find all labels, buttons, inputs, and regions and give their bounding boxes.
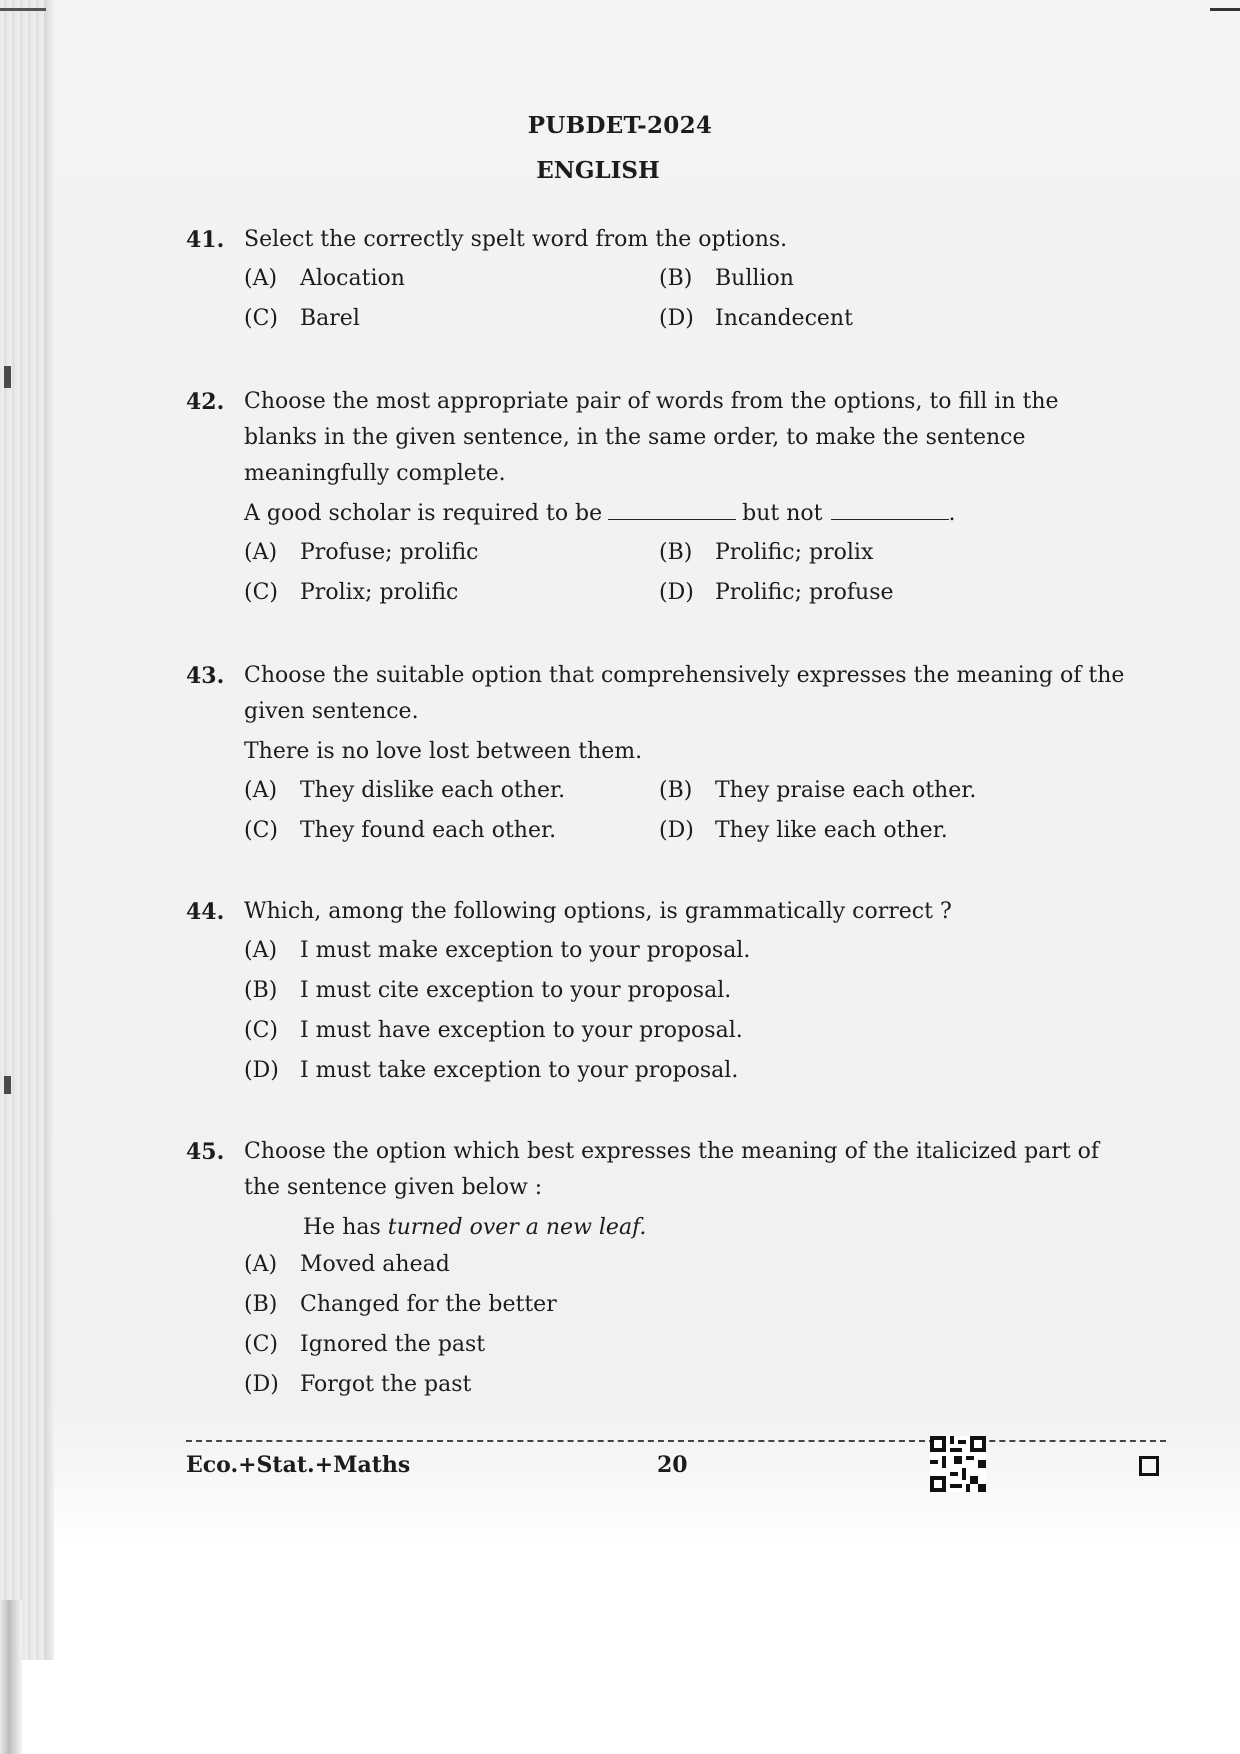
option-text: Profuse; prolific xyxy=(300,540,479,565)
question-number: 43. xyxy=(186,663,225,689)
option-label: (A) xyxy=(244,540,278,565)
option-label: (D) xyxy=(244,1058,279,1083)
option-text: Changed for the better xyxy=(300,1292,557,1317)
option-label: (C) xyxy=(244,1332,278,1357)
option-text: I must have exception to your proposal. xyxy=(300,1018,743,1043)
scan-edge-mark xyxy=(0,8,46,11)
option-label: (A) xyxy=(244,1252,278,1277)
qr-code-icon xyxy=(930,1436,986,1492)
option-text: Forgot the past xyxy=(300,1372,472,1397)
option-label: (B) xyxy=(659,266,693,291)
scan-edge-mark xyxy=(1210,8,1240,11)
option-label: (A) xyxy=(244,938,278,963)
question-text: Select the correctly spelt word from the options. xyxy=(244,227,788,252)
footer-subject: Eco.+Stat.+Maths xyxy=(186,1452,411,1478)
question-43 xyxy=(188,658,1164,770)
option-label: (C) xyxy=(244,1018,278,1043)
option-label: (D) xyxy=(659,306,694,331)
sentence-part: but not xyxy=(742,501,823,526)
option-d xyxy=(659,580,894,605)
option-label: (C) xyxy=(244,306,278,331)
option-text: Prolix; prolific xyxy=(300,580,459,605)
option-text: Moved ahead xyxy=(300,1252,450,1277)
option-d xyxy=(659,818,948,843)
option-text: They like each other. xyxy=(715,818,948,843)
option-text: Ignored the past xyxy=(300,1332,486,1357)
page-number: 20 xyxy=(657,1452,688,1478)
question-number: 44. xyxy=(186,899,225,925)
question-42 xyxy=(188,384,1164,532)
option-text: Incandecent xyxy=(715,306,853,331)
binding-edge xyxy=(0,1600,22,1754)
option-label: (A) xyxy=(244,266,278,291)
option-c xyxy=(244,580,458,605)
question-sentence: There is no love lost between them. xyxy=(244,739,643,764)
option-text: I must make exception to your proposal. xyxy=(300,938,751,963)
scan-edge-mark xyxy=(4,366,11,388)
option-text: Barel xyxy=(300,306,360,331)
binding-edge xyxy=(0,0,48,1660)
option-label: (D) xyxy=(244,1372,279,1397)
section-title: ENGLISH xyxy=(536,157,660,184)
option-b xyxy=(244,978,731,1003)
option-text: They praise each other. xyxy=(715,778,977,803)
option-label: (C) xyxy=(244,580,278,605)
square-box-icon xyxy=(1139,1456,1159,1476)
option-b xyxy=(659,778,976,803)
question-text: given sentence. xyxy=(244,699,419,724)
option-text: Prolific; prolix xyxy=(715,540,874,565)
fill-blank xyxy=(608,501,736,520)
question-sentence xyxy=(244,496,1164,532)
option-c xyxy=(244,1018,743,1043)
option-a xyxy=(244,266,405,291)
option-text: Prolific; profuse xyxy=(715,580,894,605)
option-a xyxy=(244,778,565,803)
question-44 xyxy=(188,894,1164,930)
sentence-part: He has xyxy=(303,1215,381,1240)
option-d xyxy=(659,306,853,331)
option-text: They found each other. xyxy=(300,818,557,843)
option-c xyxy=(244,1332,485,1357)
option-d xyxy=(244,1372,471,1397)
option-label: (C) xyxy=(244,818,278,843)
question-text: Choose the suitable option that comprehensively expresses the meaning of the xyxy=(244,663,1125,688)
option-b xyxy=(659,266,794,291)
exam-title: PUBDET-2024 xyxy=(527,112,713,139)
option-label: (B) xyxy=(244,1292,278,1317)
option-label: (B) xyxy=(659,540,693,565)
option-a xyxy=(244,938,750,963)
question-number: 41. xyxy=(186,227,225,253)
option-d xyxy=(244,1058,738,1083)
sentence-part: . xyxy=(948,501,956,526)
option-b xyxy=(244,1292,557,1317)
option-label: (A) xyxy=(244,778,278,803)
italic-phrase: turned over a new leaf. xyxy=(387,1215,647,1240)
option-a xyxy=(244,1252,450,1277)
question-text: Which, among the following options, is grammatically correct ? xyxy=(244,899,952,924)
question-text: Choose the most appropriate pair of words from the options, to fill in the xyxy=(244,389,1059,414)
option-text: I must take exception to your proposal. xyxy=(300,1058,739,1083)
fill-blank xyxy=(831,501,949,520)
question-number: 42. xyxy=(186,389,225,415)
option-text: I must cite exception to your proposal. xyxy=(300,978,732,1003)
question-text: Choose the option which best expresses the meaning of the italicized part of xyxy=(244,1139,1100,1164)
option-c xyxy=(244,306,360,331)
option-label: (D) xyxy=(659,580,694,605)
option-c xyxy=(244,818,556,843)
question-41 xyxy=(188,222,1164,258)
option-label: (B) xyxy=(244,978,278,1003)
question-text: meaningfully complete. xyxy=(244,461,506,486)
option-text: Alocation xyxy=(300,266,405,291)
option-text: They dislike each other. xyxy=(300,778,566,803)
footer-divider xyxy=(186,1440,1166,1442)
scan-edge-mark xyxy=(4,1076,11,1094)
option-label: (B) xyxy=(659,778,693,803)
binding-shadow xyxy=(44,0,54,1660)
option-a xyxy=(244,540,479,565)
sentence-part: A good scholar is required to be xyxy=(244,501,603,526)
question-text: the sentence given below : xyxy=(244,1175,543,1200)
option-b xyxy=(659,540,873,565)
option-text: Bullion xyxy=(715,266,794,291)
question-45 xyxy=(188,1134,1164,1246)
option-label: (D) xyxy=(659,818,694,843)
question-text: blanks in the given sentence, in the same order, to make the sentence xyxy=(244,425,1026,450)
question-number: 45. xyxy=(186,1139,225,1165)
question-sentence xyxy=(303,1210,1164,1246)
